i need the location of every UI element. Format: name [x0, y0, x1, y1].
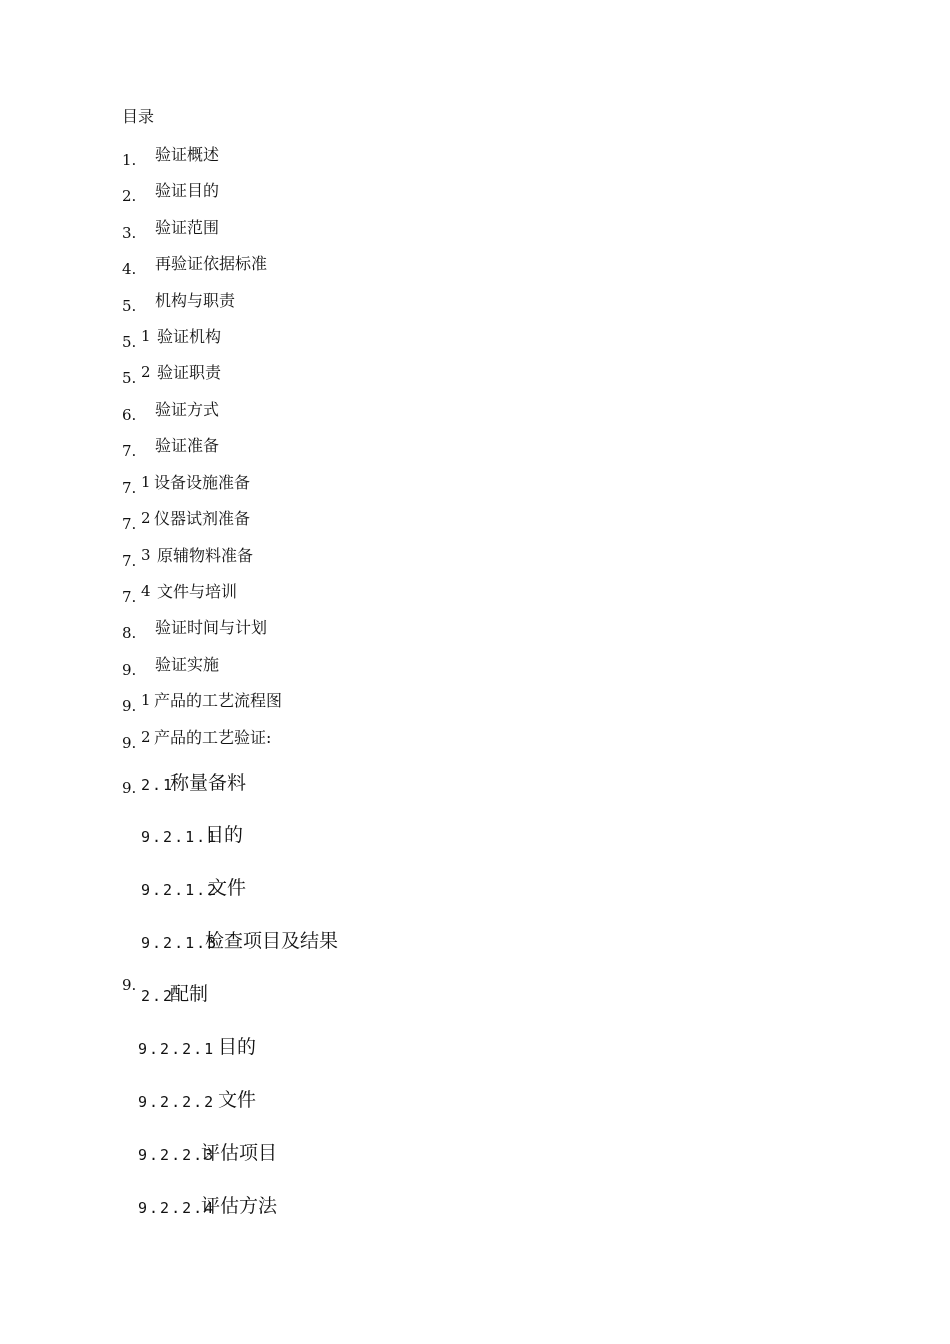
toc-item-label: 设备设施准备	[154, 473, 251, 492]
toc-item-subnumber: 2	[141, 363, 151, 381]
toc-title: 目录	[122, 107, 155, 126]
toc-item-number: 9.	[122, 661, 137, 679]
section-number: 9.2.2.1	[138, 1040, 216, 1058]
toc-item-label: 机构与职责	[155, 291, 236, 310]
toc-item-label: 文件与培训	[157, 582, 238, 601]
toc-item-number: 9.	[122, 697, 137, 715]
toc-item-label: 验证目的	[155, 181, 220, 200]
toc-item-label: 产品的工艺流程图	[154, 691, 283, 710]
section-label: 文件	[208, 877, 247, 899]
toc-item-label: 验证职责	[157, 363, 222, 382]
toc-item-subnumber: 4	[141, 582, 151, 600]
toc-item-label: 验证时间与计划	[155, 618, 268, 637]
toc-item-subnumber: 1	[141, 327, 151, 345]
toc-item-number: 2.	[122, 187, 137, 205]
section-label: 目的	[205, 824, 244, 846]
section-number: 9.2.1.2	[141, 881, 219, 899]
section-label: 评估项目	[201, 1142, 278, 1164]
toc-item-number: 4.	[122, 260, 137, 278]
toc-item-number: 7.	[122, 479, 137, 497]
section-label: 配制	[170, 983, 209, 1005]
toc-item-subnumber: 1	[141, 691, 151, 709]
toc-item-number: 7.	[122, 552, 137, 570]
toc-item-label: 再验证依据标准	[155, 254, 268, 273]
section-number: 9.	[122, 779, 137, 797]
toc-item-label: 验证实施	[155, 655, 220, 674]
toc-item-number: 5.	[122, 333, 137, 351]
toc-item-number: 7.	[122, 442, 137, 460]
toc-item-number: 7.	[122, 588, 137, 606]
section-label: 称量备料	[170, 772, 247, 794]
toc-item-label: 验证概述	[155, 145, 220, 164]
section-label: 文件	[218, 1089, 257, 1111]
section-label: 目的	[218, 1036, 257, 1058]
section-number: 9.2.2.3	[138, 1146, 216, 1164]
toc-item-subnumber: 1	[141, 473, 151, 491]
toc-item-label: 验证准备	[155, 436, 220, 455]
toc-item-label: 产品的工艺验证:	[154, 728, 272, 747]
toc-item-label: 验证范围	[155, 218, 220, 237]
toc-item-number: 7.	[122, 515, 137, 533]
toc-item-label: 验证方式	[155, 400, 220, 419]
toc-item-number: 9.	[122, 734, 137, 752]
section-number: 9.2.1.1	[141, 828, 219, 846]
section-number: 9.2.1.3	[141, 934, 219, 952]
toc-item-number: 5.	[122, 369, 137, 387]
toc-item-subnumber: 2	[141, 728, 151, 746]
toc-item-number: 8.	[122, 624, 137, 642]
section-label: 检查项目及结果	[205, 930, 339, 952]
section-subnumber: 2.2	[141, 987, 175, 1005]
toc-item-subnumber: 2	[141, 509, 151, 527]
toc-item-number: 3.	[122, 224, 137, 242]
section-number: 9.2.2.4	[138, 1199, 216, 1217]
section-label: 评估方法	[201, 1195, 278, 1217]
toc-item-label: 仪器试剂准备	[154, 509, 251, 528]
section-number: 9.	[122, 976, 137, 994]
toc-item-label: 验证机构	[157, 327, 222, 346]
toc-item-number: 1.	[122, 151, 137, 169]
section-subnumber: 2.1	[141, 776, 175, 794]
toc-item-subnumber: 3	[141, 546, 151, 564]
toc-item-number: 5.	[122, 297, 137, 315]
toc-item-label: 原辅物料准备	[157, 546, 254, 565]
section-number: 9.2.2.2	[138, 1093, 216, 1111]
toc-item-number: 6.	[122, 406, 137, 424]
